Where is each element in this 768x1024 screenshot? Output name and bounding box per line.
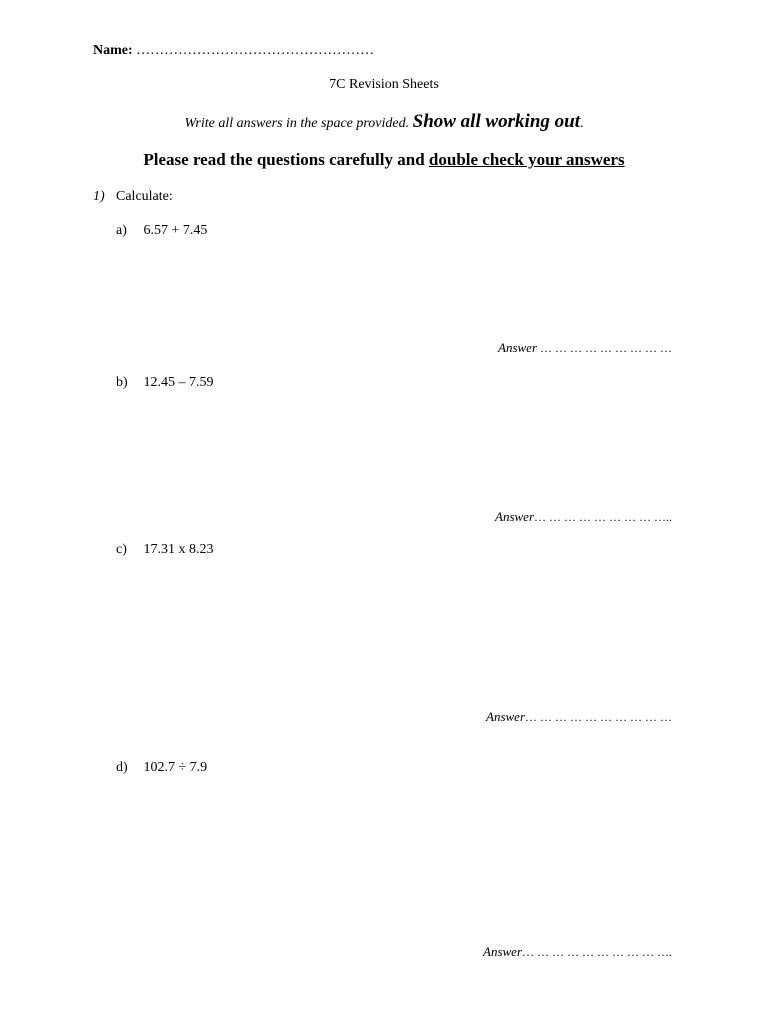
instruction-text: Write all answers in the space provided.	[184, 116, 410, 131]
answer-line-a[interactable]	[498, 340, 672, 356]
part-letter: b)	[116, 375, 128, 390]
answer-blank[interactable]: … … … … … … … … …..	[534, 510, 672, 524]
question-part-d	[116, 760, 207, 776]
answer-line-b[interactable]	[495, 509, 672, 525]
question-part-a	[116, 223, 207, 239]
question-part-c	[116, 542, 214, 558]
part-letter: a)	[116, 223, 127, 238]
part-expression: 17.31 x 8.23	[143, 542, 214, 557]
name-label: Name:	[93, 43, 133, 58]
part-expression: 12.45 – 7.59	[143, 375, 214, 390]
part-expression: 102.7 ÷ 7.9	[143, 760, 208, 775]
part-letter: d)	[116, 760, 128, 775]
answer-blank[interactable]: … … … … … … … … … ….	[522, 945, 672, 959]
answer-blank[interactable]: … … … … … … … … …	[537, 341, 672, 355]
answer-label: Answer	[498, 340, 537, 355]
instruction-end: .	[580, 116, 584, 131]
answer-label: Answer	[495, 509, 534, 524]
reminder-underlined: double check your answers	[428, 150, 625, 169]
question-part-b	[116, 375, 214, 391]
answer-label: Answer	[486, 709, 525, 724]
instructions	[0, 111, 768, 133]
part-letter: c)	[116, 542, 127, 557]
name-blank: ……………………………………………	[136, 43, 375, 58]
question-number: 1)	[93, 189, 105, 204]
answer-label: Answer	[483, 944, 522, 959]
page-title: 7C Revision Sheets	[329, 77, 439, 92]
name-line	[93, 43, 374, 59]
answer-blank[interactable]: … … … … … … … … … …	[525, 710, 672, 724]
answer-line-c[interactable]	[486, 709, 672, 725]
reminder-text: Please read the questions carefully and	[143, 150, 429, 169]
instruction-emphasis: Show all working out	[412, 111, 580, 132]
reminder	[0, 150, 768, 170]
answer-line-d[interactable]	[483, 944, 672, 960]
part-expression: 6.57 + 7.45	[143, 223, 208, 238]
question-prompt: Calculate:	[116, 189, 173, 204]
